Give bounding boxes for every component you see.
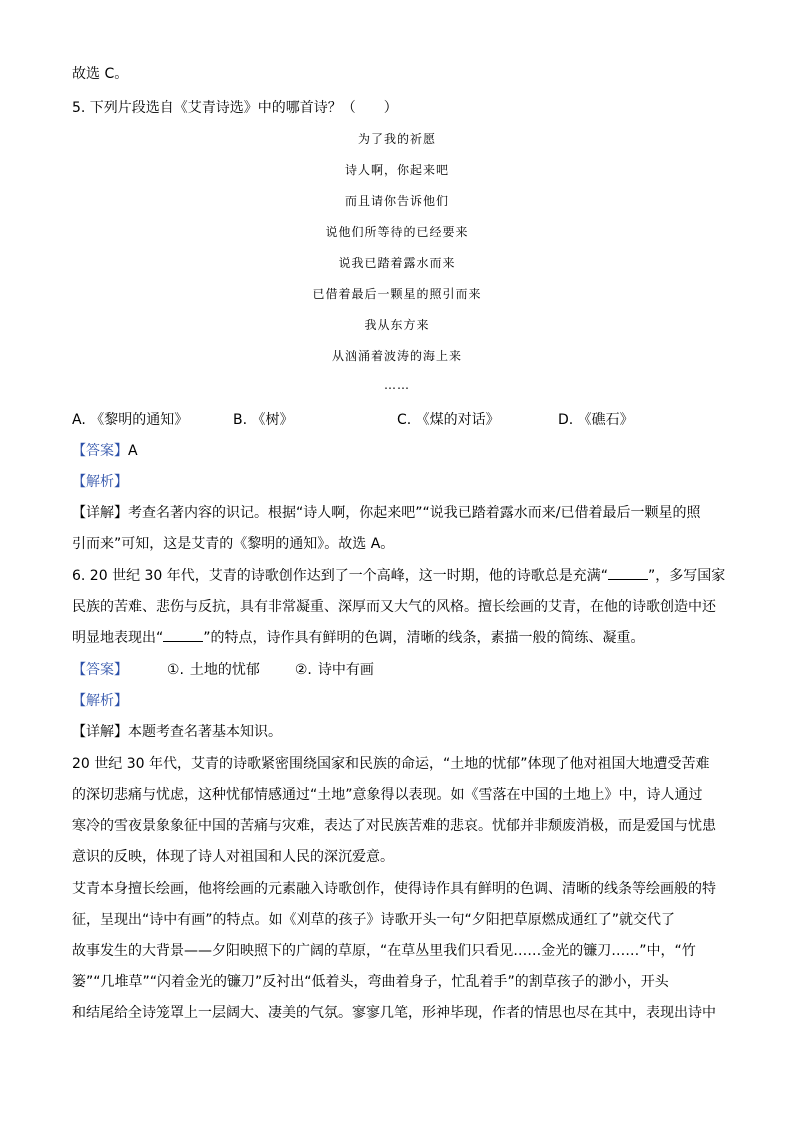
poem-line: 已借着最后一颗星的照引而来 (312, 287, 482, 301)
poem-line: 说我已踏着露水而来 (338, 256, 456, 270)
paragraph-line: 20 世纪 30 年代，艾青的诗歌紧密围绕国家和民族的命运，“土地的忧郁”体现了他对祖国大地遭受苦难 (72, 756, 710, 772)
analysis-label: 【解析】 (72, 693, 128, 709)
paragraph-line: 和结尾给全诗笼罩上一层阔大、凄美的气氛。寥寥几笔，形神毕现，作者的情思也尽在其中，表现出诗中 (72, 1005, 716, 1021)
option-b: B. 《树》 (233, 412, 294, 428)
question-6-line: 民族的苦难、悲伤与反抗，具有非常凝重、深厚而又大气的风格。擅长绘画的艾青，在他的诗歌创造中还 (72, 599, 716, 615)
answer-value: A (128, 443, 138, 459)
detail-line (72, 503, 700, 523)
poem-ellipsis: …… (384, 378, 410, 392)
detail-line: 引而来”可知，这是艾青的《黎明的通知》。故选 A。 (72, 536, 395, 552)
poem-line: 而且请你告诉他们 (344, 194, 449, 208)
question-text: 6. 20 世纪 30 年代，艾青的诗歌创作达到了一个高峰，这一时期，他的诗歌总是充满“ (72, 568, 609, 584)
detail-line (72, 722, 282, 742)
answer-value: 土地的忧郁 (189, 662, 260, 678)
question-text: 明显地表现出“ (72, 630, 164, 646)
question-text: ”的特点，诗作具有鲜明的色调，清晰的线条，素描一般的简练、凝重。 (203, 630, 645, 646)
option-a: A. 《黎明的通知》 (72, 412, 189, 428)
answer-blank (608, 567, 648, 580)
answer-number: ①. (166, 662, 184, 678)
answer-blank (163, 629, 203, 642)
option-d: D. 《礁石》 (558, 412, 634, 428)
paragraph-line: 故事发生的大背景——夕阳映照下的广阔的草原，“在草丛里我们只看见……金光的镰刀……”中，“竹 (72, 943, 696, 959)
question-6-line (72, 566, 725, 586)
detail-label: 【详解】 (72, 724, 128, 740)
detail-text: 考查名著内容的识记。根据“诗人啊，你起来吧”“说我已踏着露水而来/已借着最后一颗星的照 (128, 505, 701, 521)
poem-line: 说他们所等待的已经要来 (325, 225, 469, 239)
question-6-line (72, 628, 645, 648)
poem-line: 为了我的祈愿 (357, 132, 436, 146)
answer-label: 【答案】 (72, 662, 128, 678)
poem-line: 从汹涌着波涛的海上来 (331, 349, 462, 363)
paragraph-line: 的深切悲痛与忧虑，这种忧郁情感通过“土地”意象得以表现。如《雪落在中国的土地上》中，诗人通过 (72, 787, 703, 803)
answer-conclusion: 故选 C。 (72, 66, 129, 82)
paragraph-line: 艾青本身擅长绘画，他将绘画的元素融入诗歌创作，使得诗作具有鲜明的色调、清晰的线条等绘画般的特 (72, 881, 716, 897)
poem-line: 诗人啊，你起来吧 (344, 163, 449, 177)
poem-line: 我从东方来 (364, 318, 430, 332)
paragraph-line: 寒冷的雪夜景象象征中国的苦痛与灾难，表达了对民族苦难的悲哀。忧郁并非颓废消极，而是爱国与忧患 (72, 818, 716, 834)
option-c: C. 《煤的对话》 (397, 412, 500, 428)
answer-label: 【答案】 (72, 443, 128, 459)
analysis-label: 【解析】 (72, 474, 128, 490)
answer-row-5 (72, 441, 138, 461)
paragraph-line: 征，呈现出“诗中有画”的特点。如《刈草的孩子》诗歌开头一句“夕阳把草原燃成通红了”就交代了 (72, 912, 676, 928)
question-text: ”，多写国家 (648, 568, 726, 584)
answer-value: 诗中有画 (317, 662, 374, 678)
question-5: 5. 下列片段选自《艾青诗选》中的哪首诗？（ ） (72, 100, 398, 116)
detail-label: 【详解】 (72, 505, 128, 521)
paragraph-line: 意识的反映，体现了诗人对祖国和人民的深沉爱意。 (72, 849, 394, 865)
paragraph-line: 篓”“几堆草”“闪着金光的镰刀”反衬出“低着头，弯曲着身子，忙乱着手”的割草孩子的渺小，开头 (72, 974, 669, 990)
detail-text: 本题考查名著基本知识。 (128, 724, 282, 740)
answer-number: ②. (294, 662, 312, 678)
answer-row-6 (72, 660, 374, 680)
